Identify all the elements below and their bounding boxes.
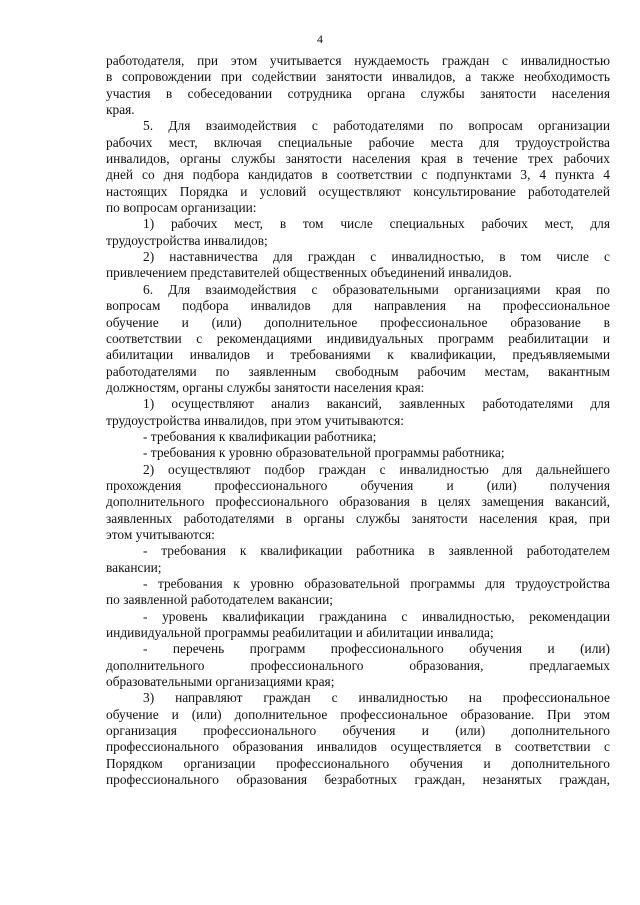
text-line: трудоустройства инвалидов; — [106, 232, 268, 248]
text-line: в сопровождении при содействии занятости инвалидов, а также необходимость — [106, 69, 610, 85]
text-line: по заявленной работодателем вакансии; — [106, 592, 334, 608]
text-line: индивидуальной программы реабилитации и абилитации инвалида; — [106, 625, 494, 641]
text-line: 6. Для взаимодействия с образовательными организациями края по — [143, 281, 610, 297]
text-line: 2) осуществляют подбор граждан с инвалидностью для дальнейшего — [143, 461, 610, 477]
text-line: работодателями по заявленным свободным рабочим местам, вакантным — [106, 363, 610, 379]
text-line: абилитации инвалидов и требованиями к квалификации, предъявляемыми — [106, 347, 610, 363]
text-line: 1) рабочих мест, в том числе специальных рабочих мест, для — [143, 216, 610, 232]
text-line: - требования к уровню образовательной программы для трудоустройства — [143, 576, 610, 591]
page-number: 4 — [317, 32, 323, 46]
text-line: должностям, органы службы занятости населения края: — [106, 379, 425, 395]
text-line: привлечением представителей общественных объединений инвалидов. — [106, 265, 512, 281]
text-line: дополнительного профессионального образования в целях замещения вакансий, — [106, 494, 610, 510]
text-line: 2) наставничества для граждан с инвалидностью, в том числе с — [143, 249, 610, 265]
text-line: по вопросам организации: — [106, 200, 257, 216]
text-line: дней со дня подбора кандидатов в соответствии с подпунктами 3, 4 пункта 4 — [106, 167, 610, 183]
text-line: участия в собеседовании сотрудника органа службы занятости населения — [106, 85, 610, 101]
text-line: настоящих Порядка и условий осуществляют консультирование работодателей — [106, 183, 610, 199]
text-line: обучение и (или) дополнительное профессиональное образование. При этом — [106, 706, 610, 722]
text-line: - требования к уровню образовательной программы работника; — [143, 445, 505, 461]
text-line: - требования к квалификации работника в заявленной работодателем — [143, 543, 610, 559]
text-line: - требования к квалификации работника; — [143, 428, 377, 444]
text-line: профессионального образования инвалидов осуществляется в соответствии с — [106, 739, 610, 755]
text-line: 3) направляют граждан с инвалидностью на профессиональное — [143, 690, 610, 706]
document-body — [106, 53, 610, 788]
text-line: - перечень программ профессионального обучения и (или) — [143, 641, 610, 657]
text-line: обучение и (или) дополнительное профессиональное образование в — [106, 314, 610, 330]
text-line: инвалидов, органы службы занятости населения края в течение трех рабочих — [106, 151, 610, 167]
text-line: вакансии; — [106, 559, 162, 575]
text-line: вопросам подбора инвалидов для направления на профессиональное — [106, 298, 610, 314]
text-line: работодателя, при этом учитывается нуждаемость граждан с инвалидностью — [106, 53, 610, 68]
text-line: прохождения профессионального обучения и (или) получения — [106, 477, 610, 493]
text-line: 1) осуществляют анализ вакансий, заявленных работодателями для — [143, 396, 610, 412]
text-line: организация профессионального обучения и (или) дополнительного — [106, 723, 610, 739]
text-line: этом учитываются: — [106, 526, 215, 542]
text-line: трудоустройства инвалидов, при этом учитываются: — [106, 412, 404, 428]
text-line: Порядком организации профессионального обучения и дополнительного — [106, 755, 610, 771]
text-line: - уровень квалификации гражданина с инвалидностью, рекомендации — [143, 608, 610, 624]
text-line: 5. Для взаимодействия с работодателями по вопросам организации — [143, 118, 610, 134]
text-line: дополнительного профессионального образования, предлагаемых — [106, 657, 610, 673]
text-line: профессионального образования безработных граждан, незанятых граждан, — [106, 772, 610, 788]
text-line: соответствии с рекомендациями индивидуальных программ реабилитации и — [106, 330, 610, 346]
text-line: рабочих мест, включая специальные рабочие места для трудоустройства — [106, 134, 610, 150]
text-line: заявленных работодателями в органы службы занятости населения края, при — [106, 510, 610, 526]
text-line: края. — [106, 102, 135, 118]
text-line: образовательными организациями края; — [106, 674, 335, 690]
